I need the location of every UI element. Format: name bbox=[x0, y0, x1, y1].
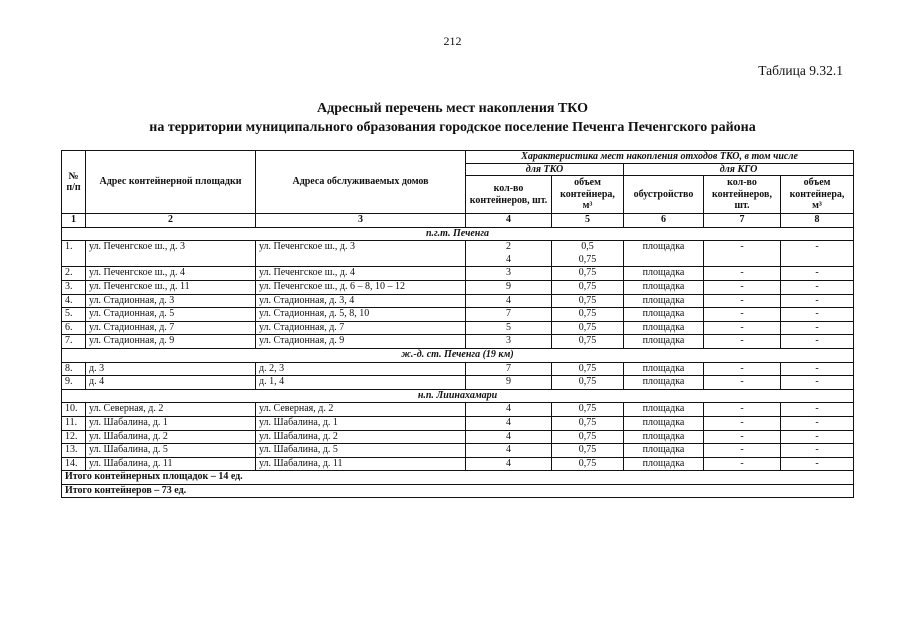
tko-count-value: 7 bbox=[506, 362, 511, 374]
kgo-count: - bbox=[704, 294, 781, 308]
tko-volume-value: 0,75 bbox=[578, 457, 597, 469]
tko-count bbox=[466, 280, 552, 294]
served-houses: ул. Печенгское ш., д. 3 bbox=[256, 241, 466, 267]
column-number: 6 bbox=[624, 214, 704, 228]
tko-count-value: 9 bbox=[506, 376, 511, 388]
column-number: 1 bbox=[62, 214, 86, 228]
arrangement: площадка bbox=[624, 241, 704, 267]
kgo-count: - bbox=[704, 362, 781, 376]
section-title: п.г.т. Печенга bbox=[62, 227, 854, 241]
row-number: 3. bbox=[62, 280, 86, 294]
kgo-count: - bbox=[704, 267, 781, 281]
tko-volume bbox=[552, 376, 624, 390]
table-row bbox=[62, 362, 854, 376]
tko-volume bbox=[552, 362, 624, 376]
site-address: ул. Шабалина, д. 5 bbox=[86, 444, 256, 458]
served-houses: ул. Стадионная, д. 7 bbox=[256, 321, 466, 335]
kgo-count: - bbox=[704, 430, 781, 444]
header-tko-volume: объем контейнера, м³ bbox=[552, 176, 624, 214]
header-num: № п/п bbox=[62, 151, 86, 214]
served-houses: ул. Шабалина, д. 11 bbox=[256, 457, 466, 471]
section-row bbox=[62, 227, 854, 241]
tko-count bbox=[466, 362, 552, 376]
tko-volume-value: 0,75 bbox=[578, 308, 597, 320]
row-number: 4. bbox=[62, 294, 86, 308]
title-line-2: на территории муниципального образования городское поселение Печенга Печенгского района bbox=[149, 120, 756, 135]
tko-count-value: 7 bbox=[506, 308, 511, 320]
site-address: ул. Стадионная, д. 7 bbox=[86, 321, 256, 335]
section-title: ж.-д. ст. Печенга (19 км) bbox=[62, 348, 854, 362]
table-row bbox=[62, 267, 854, 281]
section-row bbox=[62, 348, 854, 362]
site-address: ул. Стадионная, д. 5 bbox=[86, 308, 256, 322]
kgo-count: - bbox=[704, 457, 781, 471]
tko-volume-value: 0,75 bbox=[578, 267, 597, 279]
tko-count bbox=[466, 430, 552, 444]
row-number: 13. bbox=[62, 444, 86, 458]
kgo-volume: - bbox=[781, 376, 854, 390]
kgo-volume: - bbox=[781, 362, 854, 376]
tko-count-value: 4 bbox=[506, 253, 511, 265]
row-number: 14. bbox=[62, 457, 86, 471]
arrangement: площадка bbox=[624, 444, 704, 458]
row-number: 6. bbox=[62, 321, 86, 335]
tko-count-value: 4 bbox=[506, 403, 511, 415]
kgo-count: - bbox=[704, 416, 781, 430]
tko-volume-value: 0,75 bbox=[578, 280, 597, 292]
served-houses: ул. Стадионная, д. 5, 8, 10 bbox=[256, 308, 466, 322]
site-address: ул. Печенгское ш., д. 11 bbox=[86, 280, 256, 294]
tko-volume bbox=[552, 444, 624, 458]
tko-volume bbox=[552, 403, 624, 417]
site-address: д. 3 bbox=[86, 362, 256, 376]
arrangement: площадка bbox=[624, 362, 704, 376]
row-number: 11. bbox=[62, 416, 86, 430]
served-houses: ул. Шабалина, д. 5 bbox=[256, 444, 466, 458]
row-number: 9. bbox=[62, 376, 86, 390]
page-number: 212 bbox=[443, 34, 462, 48]
served-houses: ул. Печенгское ш., д. 6 – 8, 10 – 12 bbox=[256, 280, 466, 294]
column-number: 2 bbox=[86, 214, 256, 228]
tko-count-value: 4 bbox=[506, 430, 511, 442]
tko-count-value: 4 bbox=[506, 457, 511, 469]
arrangement: площадка bbox=[624, 403, 704, 417]
table-row bbox=[62, 335, 854, 349]
site-address: ул. Северная, д. 2 bbox=[86, 403, 256, 417]
tko-count-value: 2 bbox=[506, 241, 511, 253]
arrangement: площадка bbox=[624, 335, 704, 349]
tko-count bbox=[466, 403, 552, 417]
row-number: 10. bbox=[62, 403, 86, 417]
header-kgo-volume: объем контейнера, м³ bbox=[781, 176, 854, 214]
arrangement: площадка bbox=[624, 294, 704, 308]
document-title bbox=[0, 99, 905, 137]
site-address: д. 4 bbox=[86, 376, 256, 390]
kgo-count: - bbox=[704, 335, 781, 349]
header-address-site: Адрес контейнерной площадки bbox=[86, 151, 256, 214]
column-number-row bbox=[62, 214, 854, 228]
tko-count-value: 4 bbox=[506, 416, 511, 428]
kgo-volume: - bbox=[781, 267, 854, 281]
header-tko-count: кол-во контейнеров, шт. bbox=[466, 176, 552, 214]
table-row bbox=[62, 376, 854, 390]
tko-volume bbox=[552, 280, 624, 294]
site-address: ул. Печенгское ш., д. 3 bbox=[86, 241, 256, 267]
served-houses: ул. Стадионная, д. 9 bbox=[256, 335, 466, 349]
section-row bbox=[62, 389, 854, 403]
table-row bbox=[62, 308, 854, 322]
site-address: ул. Стадионная, д. 3 bbox=[86, 294, 256, 308]
kgo-volume: - bbox=[781, 280, 854, 294]
kgo-volume: - bbox=[781, 321, 854, 335]
table-row bbox=[62, 430, 854, 444]
arrangement: площадка bbox=[624, 376, 704, 390]
tko-count bbox=[466, 294, 552, 308]
table-row bbox=[62, 294, 854, 308]
served-houses: ул. Стадионная, д. 3, 4 bbox=[256, 294, 466, 308]
row-number: 2. bbox=[62, 267, 86, 281]
tko-count-value: 9 bbox=[506, 280, 511, 292]
header-kgo: для КГО bbox=[624, 163, 854, 176]
tko-volume-value: 0,75 bbox=[578, 403, 597, 415]
table-row bbox=[62, 444, 854, 458]
table-row bbox=[62, 280, 854, 294]
tko-volume bbox=[552, 457, 624, 471]
table-label: Таблица 9.32.1 bbox=[758, 63, 843, 78]
table-row bbox=[62, 416, 854, 430]
tko-volume-value: 0,75 bbox=[578, 253, 597, 265]
header-arrangement: обустройство bbox=[624, 176, 704, 214]
kgo-count: - bbox=[704, 280, 781, 294]
tko-volume-value: 0,75 bbox=[578, 444, 597, 456]
served-houses: ул. Северная, д. 2 bbox=[256, 403, 466, 417]
total-containers: Итого контейнеров – 73 ед. bbox=[62, 484, 854, 498]
kgo-volume: - bbox=[781, 430, 854, 444]
tko-count bbox=[466, 444, 552, 458]
kgo-volume: - bbox=[781, 416, 854, 430]
header-tko: для ТКО bbox=[466, 163, 624, 176]
tko-volume bbox=[552, 241, 624, 267]
tko-volume-value: 0,75 bbox=[578, 362, 597, 374]
tko-volume bbox=[552, 294, 624, 308]
row-number: 12. bbox=[62, 430, 86, 444]
tko-count-value: 3 bbox=[506, 335, 511, 347]
tko-count bbox=[466, 267, 552, 281]
tko-count bbox=[466, 335, 552, 349]
site-address: ул. Печенгское ш., д. 4 bbox=[86, 267, 256, 281]
tko-volume-value: 0,5 bbox=[581, 241, 594, 253]
table-body bbox=[62, 227, 854, 471]
tko-count-value: 5 bbox=[506, 321, 511, 333]
served-houses: ул. Шабалина, д. 2 bbox=[256, 430, 466, 444]
tko-count bbox=[466, 241, 552, 267]
kgo-volume: - bbox=[781, 308, 854, 322]
registry-table bbox=[61, 150, 854, 498]
tko-volume-value: 0,75 bbox=[578, 335, 597, 347]
tko-volume bbox=[552, 416, 624, 430]
column-number: 3 bbox=[256, 214, 466, 228]
tko-volume bbox=[552, 335, 624, 349]
row-number: 1. bbox=[62, 241, 86, 267]
tko-volume-value: 0,75 bbox=[578, 416, 597, 428]
total-sites: Итого контейнерных площадок – 14 ед. bbox=[62, 471, 854, 485]
site-address: ул. Шабалина, д. 2 bbox=[86, 430, 256, 444]
header-kgo-count: кол-во контейнеров, шт. bbox=[704, 176, 781, 214]
site-address: ул. Стадионная, д. 9 bbox=[86, 335, 256, 349]
tko-volume-value: 0,75 bbox=[578, 321, 597, 333]
kgo-volume: - bbox=[781, 241, 854, 267]
site-address: ул. Шабалина, д. 11 bbox=[86, 457, 256, 471]
tko-volume bbox=[552, 267, 624, 281]
kgo-count: - bbox=[704, 308, 781, 322]
tko-volume bbox=[552, 308, 624, 322]
tko-count bbox=[466, 376, 552, 390]
arrangement: площадка bbox=[624, 308, 704, 322]
tko-count-value: 4 bbox=[506, 294, 511, 306]
header-address-houses: Адреса обслуживаемых домов bbox=[256, 151, 466, 214]
tko-count bbox=[466, 308, 552, 322]
row-number: 7. bbox=[62, 335, 86, 349]
column-number: 4 bbox=[466, 214, 552, 228]
tko-volume-value: 0,75 bbox=[578, 430, 597, 442]
served-houses: ул. Шабалина, д. 1 bbox=[256, 416, 466, 430]
arrangement: площадка bbox=[624, 280, 704, 294]
kgo-volume: - bbox=[781, 403, 854, 417]
arrangement: площадка bbox=[624, 321, 704, 335]
arrangement: площадка bbox=[624, 267, 704, 281]
kgo-count: - bbox=[704, 321, 781, 335]
arrangement: площадка bbox=[624, 457, 704, 471]
tko-volume-value: 0,75 bbox=[578, 294, 597, 306]
tko-volume bbox=[552, 321, 624, 335]
site-address: ул. Шабалина, д. 1 bbox=[86, 416, 256, 430]
column-number: 5 bbox=[552, 214, 624, 228]
arrangement: площадка bbox=[624, 416, 704, 430]
title-line-1: Адресный перечень мест накопления ТКО bbox=[317, 101, 588, 116]
tko-count bbox=[466, 457, 552, 471]
table-row bbox=[62, 457, 854, 471]
kgo-count: - bbox=[704, 241, 781, 267]
header-characteristics: Характеристика мест накопления отходов ТКО, в том числе bbox=[466, 151, 854, 164]
tko-count bbox=[466, 321, 552, 335]
served-houses: ул. Печенгское ш., д. 4 bbox=[256, 267, 466, 281]
arrangement: площадка bbox=[624, 430, 704, 444]
tko-volume bbox=[552, 430, 624, 444]
kgo-volume: - bbox=[781, 335, 854, 349]
kgo-volume: - bbox=[781, 294, 854, 308]
kgo-count: - bbox=[704, 376, 781, 390]
row-number: 5. bbox=[62, 308, 86, 322]
kgo-volume: - bbox=[781, 444, 854, 458]
served-houses: д. 2, 3 bbox=[256, 362, 466, 376]
tko-count-value: 3 bbox=[506, 267, 511, 279]
table-row bbox=[62, 403, 854, 417]
row-number: 8. bbox=[62, 362, 86, 376]
served-houses: д. 1, 4 bbox=[256, 376, 466, 390]
column-number: 8 bbox=[781, 214, 854, 228]
table-row bbox=[62, 241, 854, 267]
tko-count bbox=[466, 416, 552, 430]
table-row bbox=[62, 321, 854, 335]
kgo-volume: - bbox=[781, 457, 854, 471]
kgo-count: - bbox=[704, 403, 781, 417]
section-title: н.п. Лиинахамари bbox=[62, 389, 854, 403]
kgo-count: - bbox=[704, 444, 781, 458]
column-number: 7 bbox=[704, 214, 781, 228]
tko-volume-value: 0,75 bbox=[578, 376, 597, 388]
tko-count-value: 4 bbox=[506, 444, 511, 456]
